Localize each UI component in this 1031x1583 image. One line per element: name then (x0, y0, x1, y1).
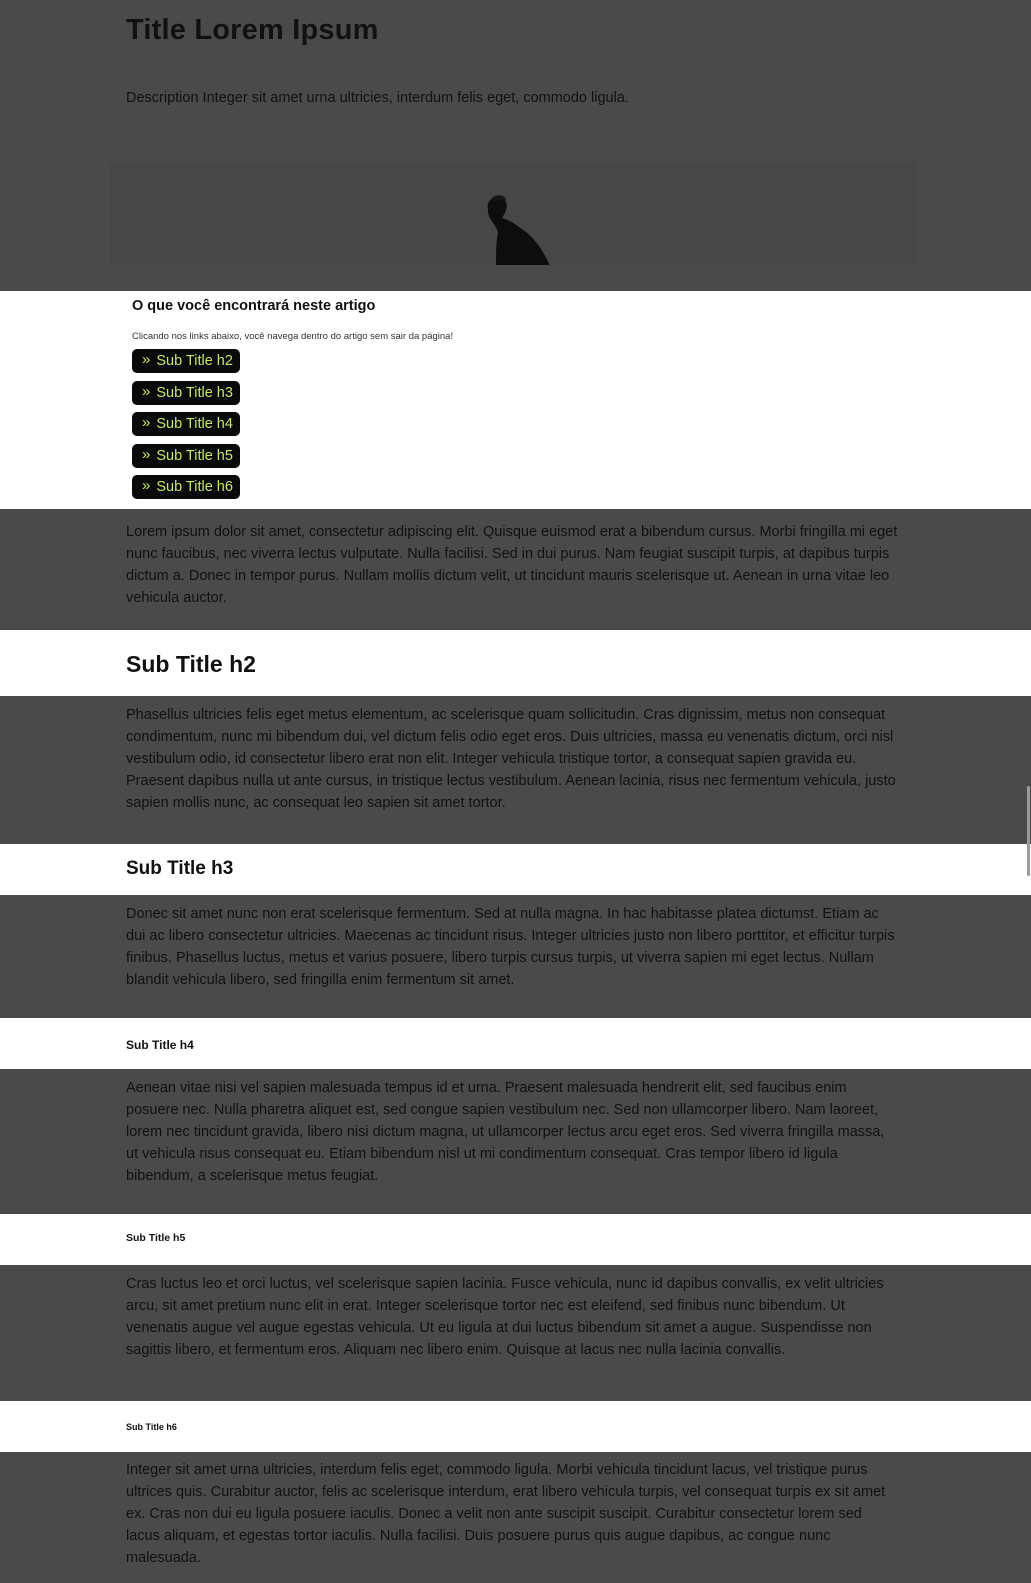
double-chevron-icon: » (142, 477, 151, 494)
toc-link-h3[interactable] (132, 381, 240, 405)
section-h4-paragraph: Aenean vitae nisi vel sapien malesuada tempus id et urna. Praesent malesuada hendrerit elit, sed faucibus enim posuere nec. Nulla pharetra aliquet est, sed congue sapien vestibulum nec. Sed non ullamcorper libero. Nam laoreet, lorem nec tincidunt gravida, libero nisi dictum magna, ut ullamcorper lectus arcu eget eros. Sed viverra fringilla massa, ut vehicula risus consequat eu. Etiam bibendum nisl ut mi condimentum consequat. Cras tempor libero id ligula bibendum, a scelerisque metus feugiat. (126, 1080, 885, 1184)
subtitle-h2: Sub Title h2 (126, 651, 256, 677)
hero-image (110, 162, 917, 265)
person-silhouette-image (466, 192, 566, 265)
double-chevron-icon: » (142, 446, 151, 463)
toc-link-label: Sub Title h2 (156, 353, 233, 369)
section-h5-paragraph: Cras luctus leo et orci luctus, vel scelerisque sapien lacinia. Fusce vehicula, nunc id dapibus convallis, ex velit ultricies arcu, sit amet pretium nunc elit in erat. Integer scelerisque tortor nec est eleifend, sed finibus nunc bibendum. Ut venenatis augue vel augue egestas vehicula. Ut eu ligula at dui luctus bibendum sit amet a augue. Suspendisse non sagittis libero, et fermentum eros. Aliquam nec libero enim. Quisque at lacus nec nulla lacinia convallis. (126, 1276, 884, 1358)
toc-link-h2[interactable] (132, 349, 240, 373)
toc-note: Clicando nos links abaixo, você navega dentro do artigo sem sair da página! (132, 331, 454, 342)
intro-section (0, 509, 1031, 630)
toc-link-h4[interactable] (132, 412, 240, 436)
page-description: Description Integer sit amet urna ultricies, interdum felis eget, commodo ligula. (126, 90, 629, 106)
toc-heading: O que você encontrará neste artigo (132, 298, 376, 314)
section-h5-heading (0, 1214, 1031, 1265)
toc-link-label: Sub Title h6 (156, 479, 233, 495)
toc-link-label: Sub Title h5 (156, 448, 233, 464)
subtitle-h3: Sub Title h3 (126, 858, 234, 879)
section-h4-heading (0, 1018, 1031, 1069)
double-chevron-icon: » (142, 383, 151, 400)
page-title: Title Lorem Ipsum (126, 14, 379, 46)
toc-link-label: Sub Title h4 (156, 416, 233, 432)
section-h2-paragraph: Phasellus ultricies felis eget metus elementum, ac scelerisque quam sollicitudin. Cras dignissim, metus non consequat condimentum, nunc mi bibendum dui, vel dictum felis odio eget eros. Duis ultricies, massa eu venenatis dictum, orci nisl vestibulum odio, id consectetur libero erat non elit. Integer vehicula tristique tortor, a consequat sapien gravida eu. Praesent dapibus nulla ut ante cursus, in tristique lectus vestibulum. Aenean lacinia, risus nec fermentum vehicula, justo sapien mollis nunc, ac consequat leo sapien sit amet tortor. (126, 707, 896, 811)
section-h6-heading (0, 1401, 1031, 1452)
subtitle-h4: Sub Title h4 (126, 1038, 194, 1052)
scrollbar-thumb[interactable] (1027, 786, 1030, 876)
double-chevron-icon: » (142, 351, 151, 368)
double-chevron-icon: » (142, 414, 151, 431)
toc-link-h5[interactable] (132, 444, 240, 468)
section-h3-body (0, 895, 1031, 1018)
toc-link-label: Sub Title h3 (156, 385, 233, 401)
toc-link-h6[interactable] (132, 475, 240, 499)
section-h6-body (0, 1452, 1031, 1583)
section-h4-body (0, 1069, 1031, 1214)
section-h2-heading (0, 630, 1031, 696)
subtitle-h6: Sub Title h6 (126, 1422, 177, 1432)
section-h3-paragraph: Donec sit amet nunc non erat scelerisque fermentum. Sed at nulla magna. In hac habitasse platea dictumst. Etiam ac dui ac libero consectetur ultricies. Maecenas ac tincidunt risus. Integer ultricies justo non libero porttitor, et efficitur turpis finibus. Phasellus luctus, metus et varius posuere, libero turpis cursus turpis, ut viverra sapien mi eget lectus. Nullam blandit vehicula libero, sed fringilla enim fermentum sit amet. (126, 906, 895, 988)
section-h6-paragraph: Integer sit amet urna ultricies, interdum felis eget, commodo ligula. Morbi vehicula tincidunt lacus, vel tristique purus ultrices quis. Curabitur auctor, felis ac scelerisque interdum, erat libero vehicula turpis, vel consequat turpis ex sit amet ex. Cras non dui eu ligula posuere iaculis. Donec a velit non ante suscipit suscipit. Curabitur consectetur lorem sed lacus aliquam, et egestas tortor iaculis. Nulla facilisi. Duis posuere purus quis augue dapibus, ac congue nunc malesuada. (126, 1462, 886, 1566)
article-header (0, 0, 1031, 291)
subtitle-h5: Sub Title h5 (126, 1232, 186, 1244)
section-h2-body (0, 696, 1031, 844)
section-h3-heading (0, 844, 1031, 895)
intro-paragraph: Lorem ipsum dolor sit amet, consectetur adipiscing elit. Quisque euismod erat a bibendum cursus. Morbi fringilla mi eget nunc faucibus, nec viverra lectus vulputate. Nulla facilisi. Sed in dui purus. Nam feugiat suscipit turpis, at dapibus turpis dictum a. Donec in tempor purus. Nullam mollis dictum velit, ut tincidunt mauris scelerisque ut. Aenean in urna vitae leo vehicula auctor. (126, 524, 898, 606)
section-h5-body (0, 1265, 1031, 1401)
table-of-contents (0, 291, 1031, 509)
